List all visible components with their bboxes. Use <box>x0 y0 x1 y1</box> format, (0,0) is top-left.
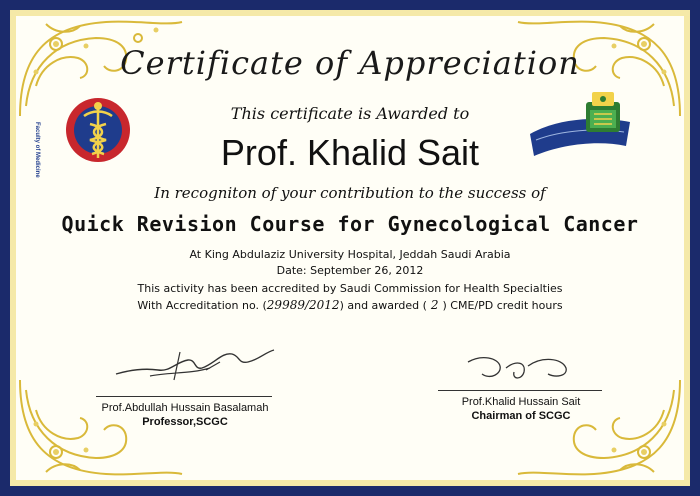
accreditation-number-line <box>0 298 700 312</box>
credit-hours: 2 <box>430 298 439 312</box>
recognition-line: In recogniton of your contribution to the success of <box>154 184 546 202</box>
recipient-name: Prof. Khalid Sait <box>220 132 480 173</box>
location-line: At King Abdulaziz University Hospital, Jeddah Saudi Arabia <box>189 248 511 261</box>
faculty-logo-text: Faculty of Medicine <box>34 122 40 178</box>
right-signature-line <box>438 390 602 391</box>
left-signatory-name: Prof.Abdullah Hussain Basalamah <box>101 402 269 414</box>
awarded-line: This certificate is Awarded to <box>230 104 470 123</box>
accreditation-suffix: ) CME/PD credit hours <box>442 299 563 312</box>
left-signatory-role: Professor,SCGC <box>142 416 228 428</box>
accreditation-number: 29989/2012 <box>266 298 340 312</box>
left-signature <box>110 340 280 390</box>
date-line: Date: September 26, 2012 <box>276 264 424 277</box>
right-signatory-role: Chairman of SCGC <box>471 410 571 422</box>
accreditation-line: This activity has been accredited by Saudi Commission for Health Specialties <box>137 282 563 295</box>
accreditation-prefix: With Accreditation no. ( <box>137 299 267 312</box>
accreditation-mid: ) and awarded ( <box>339 299 427 312</box>
course-title: Quick Revision Course for Gynecological Cancer <box>61 212 639 236</box>
right-signatory-name: Prof.Khalid Hussain Sait <box>461 396 581 408</box>
left-signature-line <box>96 396 272 397</box>
right-signature <box>462 350 572 390</box>
certificate-title: Certificate of Appreciation <box>120 44 580 82</box>
